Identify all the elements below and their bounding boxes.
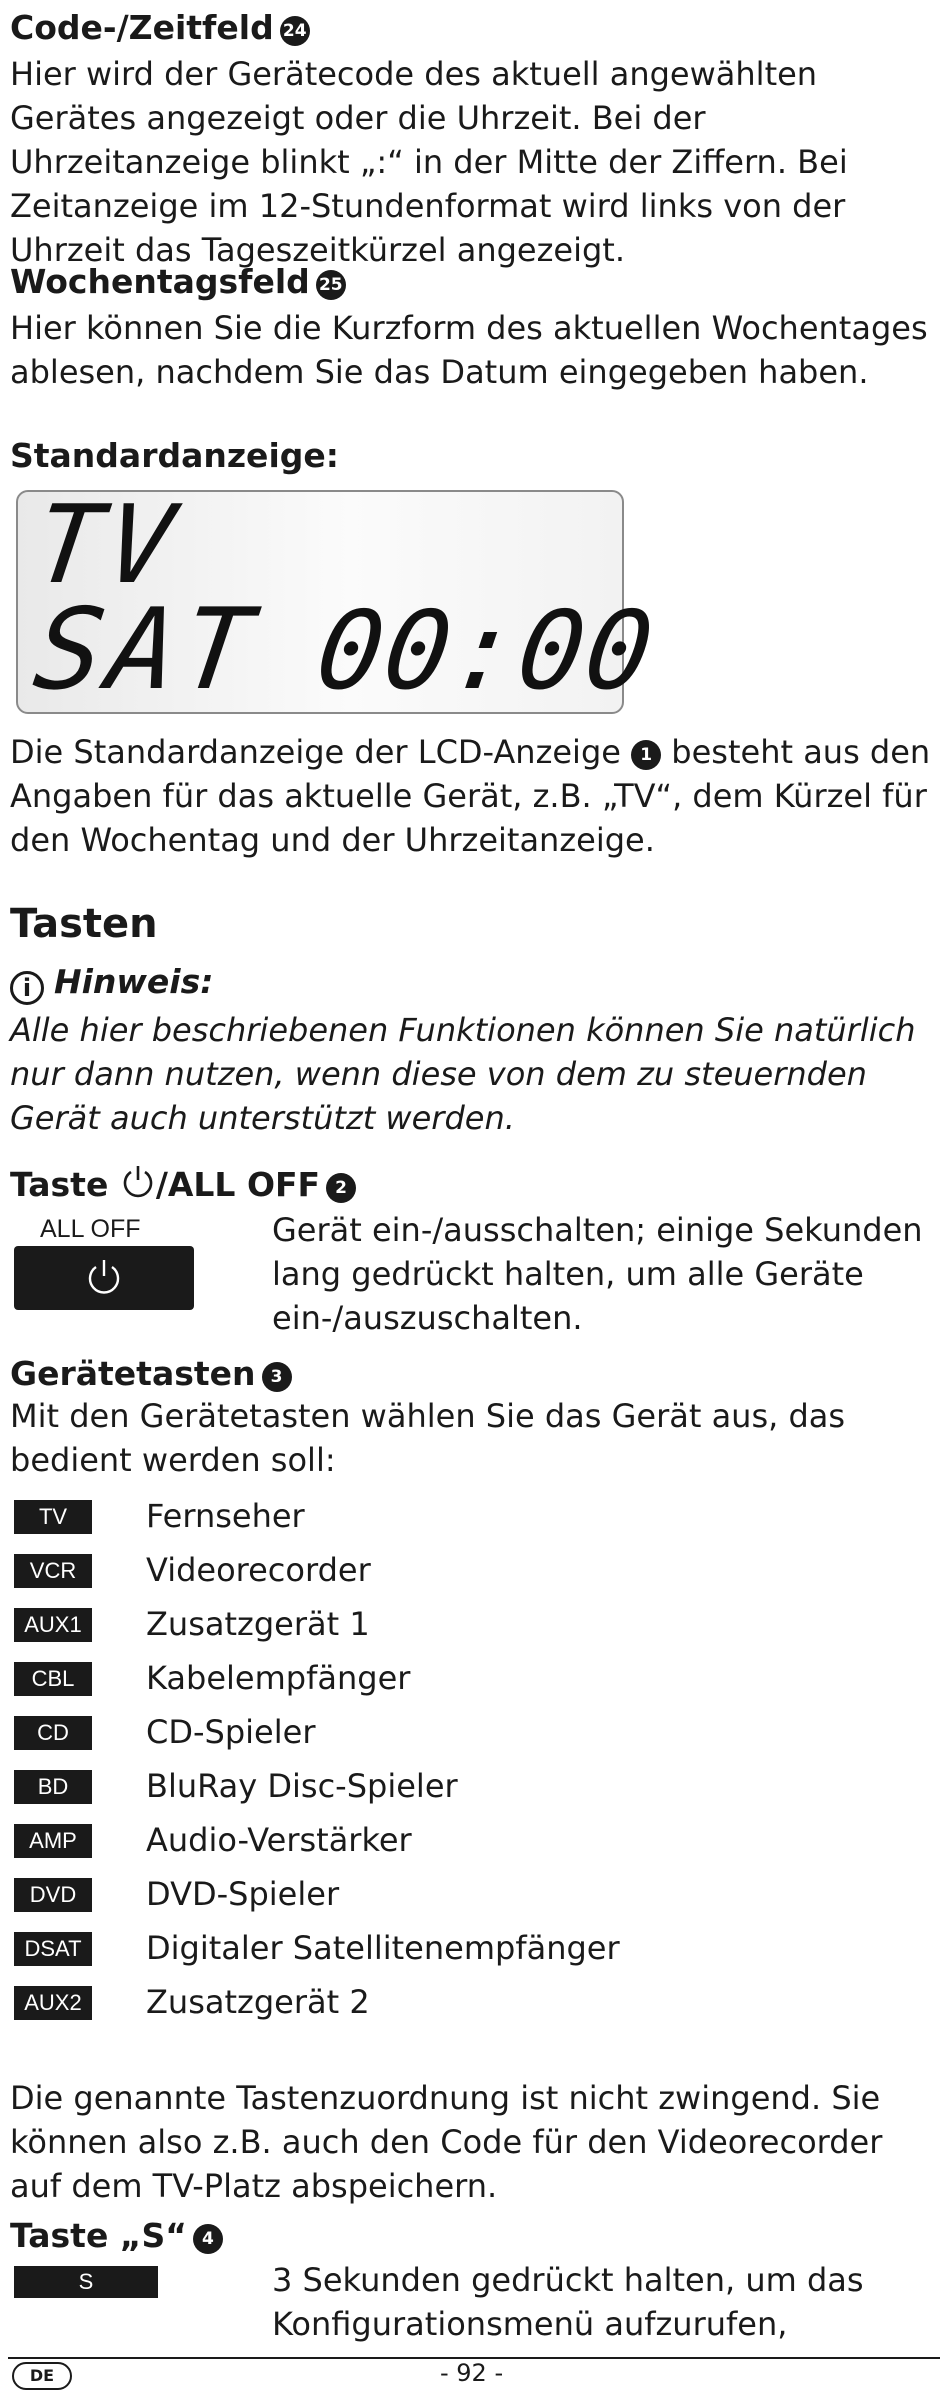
- device-key-badge: TV: [14, 1500, 92, 1534]
- all-off-text: Gerät ein-/ausschalten; einige Sekunden lang gedrückt halten, um alle Geräte ein-/auszuschalten.: [272, 1211, 923, 1337]
- code-field-text: Hier wird der Gerätecode des aktuell angewählten Gerätes angezeigt oder die Uhrzeit. Bei der Uhrzeitanzeige blinkt „:“ in der Mitte der Ziffern. Bei Zeitanzeige im 12-Stundenformat wird links von der Uhrzeit das Tageszeitkürzel angezeigt.: [10, 55, 848, 269]
- hint-body: Alle hier beschriebenen Funktionen können Sie natürlich nur dann nutzen, wenn diese von dem zu steuernden Gerät auch unterstützt werden.: [10, 1011, 916, 1137]
- callout-number: 4: [193, 2224, 223, 2254]
- device-key-label: DVD-Spieler: [146, 1875, 340, 1913]
- device-key-badge: CD: [14, 1716, 92, 1750]
- code-field-heading: Code-/Zeitfeld 24: [10, 8, 310, 48]
- callout-number: 25: [316, 270, 346, 300]
- lcd-day: SAT: [26, 585, 266, 715]
- device-key-badge: DVD: [14, 1878, 92, 1912]
- device-key-label: Audio-Verstärker: [146, 1821, 412, 1859]
- device-key-badge: CBL: [14, 1662, 92, 1696]
- device-keys-heading: Gerätetasten 3: [10, 1354, 292, 1394]
- all-off-label: ALL OFF: [40, 1215, 141, 1243]
- device-keys-intro: Mit den Gerätetasten wählen Sie das Gerät aus, das bedient werden soll:: [10, 1397, 846, 1479]
- s-key-text: 3 Sekunden gedrückt halten, um das Konfigurationsmenü aufzurufen,: [272, 2261, 864, 2343]
- page-number: - 92 -: [440, 2359, 504, 2387]
- power-icon: [120, 1164, 156, 1200]
- hint-title: i Hinweis:: [10, 960, 213, 1005]
- callout-number: 2: [326, 1173, 356, 1203]
- device-keys-note: Die genannte Tastenzuordnung ist nicht zwingend. Sie können also z.B. auch den Code für den Videorecorder auf dem TV-Platz abspeichern.: [10, 2079, 883, 2205]
- standard-display-heading: Standardanzeige:: [10, 436, 339, 475]
- lcd-display-illustration: [16, 483, 662, 715]
- tasten-heading: Tasten: [10, 901, 158, 947]
- device-key-badge: AUX2: [14, 1986, 92, 2020]
- callout-number: 24: [280, 16, 310, 46]
- all-off-heading: Taste /ALL OFF 2: [10, 1164, 356, 1205]
- device-key-label: Zusatzgerät 2: [146, 1983, 370, 2021]
- lcd-time: 00:00: [309, 589, 662, 714]
- device-key-label: Fernseher: [146, 1497, 305, 1535]
- device-key-label: Digitaler Satellitenempfänger: [146, 1929, 620, 1967]
- language-badge: DE: [12, 2362, 72, 2390]
- device-key-badge: AUX1: [14, 1608, 92, 1642]
- callout-number: 1: [631, 740, 661, 770]
- standard-display-text: Die Standardanzeige der LCD-Anzeige 1 besteht aus den Angaben für das aktuelle Gerät, z.B. „TV“, dem Kürzel für den Wochentag und der Uhrzeitanzeige.: [10, 733, 931, 859]
- callout-number: 3: [262, 1362, 292, 1392]
- lcd-device: TV: [27, 483, 187, 608]
- s-key-badge: S: [14, 2266, 158, 2298]
- power-icon: [84, 1258, 124, 1298]
- device-key-label: Kabelempfänger: [146, 1659, 411, 1697]
- weekday-field-text: Hier können Sie die Kurzform des aktuellen Wochentages ablesen, nachdem Sie das Datum eingegeben haben.: [10, 309, 928, 391]
- device-key-label: CD-Spieler: [146, 1713, 316, 1751]
- device-key-badge: AMP: [14, 1824, 92, 1858]
- device-key-badge: BD: [14, 1770, 92, 1804]
- all-off-button-illustration: [14, 1246, 194, 1310]
- device-key-label: Videorecorder: [146, 1551, 371, 1589]
- info-icon: i: [10, 971, 44, 1005]
- weekday-field-heading: Wochentagsfeld 25: [10, 262, 346, 302]
- device-key-label: Zusatzgerät 1: [146, 1605, 370, 1643]
- s-key-heading: Taste „S“ 4: [10, 2216, 223, 2256]
- device-key-label: BluRay Disc-Spieler: [146, 1767, 458, 1805]
- device-key-badge: DSAT: [14, 1932, 92, 1966]
- device-key-badge: VCR: [14, 1554, 92, 1588]
